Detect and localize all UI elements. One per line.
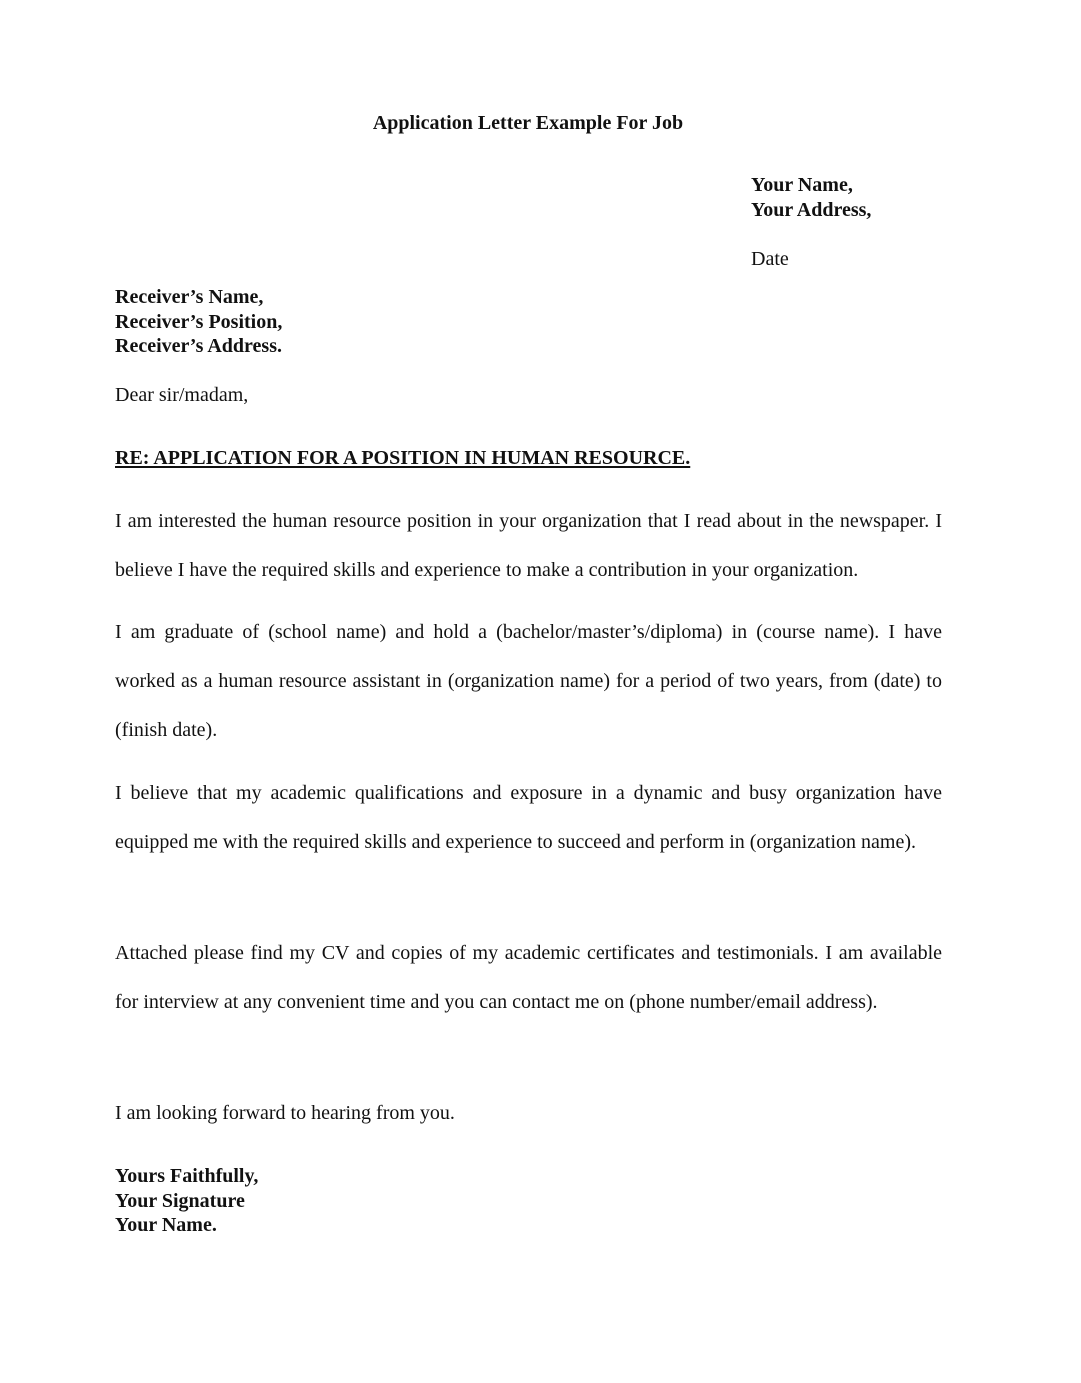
body-paragraph-4: Attached please find my CV and copies of my academic certificates and testimonials. I am available for interview at any convenient time and you can contact me on (phone number/email address). (115, 942, 942, 1013)
receiver-name: Receiver’s Name, (115, 286, 264, 308)
closing-block (115, 1164, 258, 1238)
signature-line: Your Signature (115, 1189, 245, 1212)
receiver-block (115, 285, 282, 359)
subject-line: RE: APPLICATION FOR A POSITION IN HUMAN RESOURCE. (115, 447, 691, 469)
receiver-position: Receiver’s Position, (115, 310, 283, 333)
valediction: Yours Faithfully, (115, 1165, 259, 1187)
letter-date: Date (751, 247, 789, 270)
body-paragraph-3: I believe that my academic qualifications and exposure in a dynamic and busy organization have equipped me with the required skills and experience to succeed and perform in (organization name). (115, 782, 942, 853)
sender-block (751, 173, 871, 271)
receiver-address: Receiver’s Address. (115, 335, 282, 357)
sender-address: Your Address, (751, 198, 872, 221)
body-paragraph-5: I am looking forward to hearing from you. (115, 1102, 455, 1124)
body-paragraph-1: I am interested the human resource position in your organization that I read about in the newspaper. I believe I have the required skills and experience to make a contribution in your organization. (115, 510, 942, 581)
body-paragraph-2: I am graduate of (school name) and hold a (bachelor/master’s/diploma) in (course name). I have worked as a human resource assistant in (organization name) for a period of two years, from (date) to (finish date). (115, 621, 942, 741)
salutation: Dear sir/madam, (115, 384, 249, 406)
closing-name: Your Name. (115, 1214, 217, 1236)
sender-name: Your Name, (751, 174, 853, 196)
document-title: Application Letter Example For Job (372, 112, 684, 134)
